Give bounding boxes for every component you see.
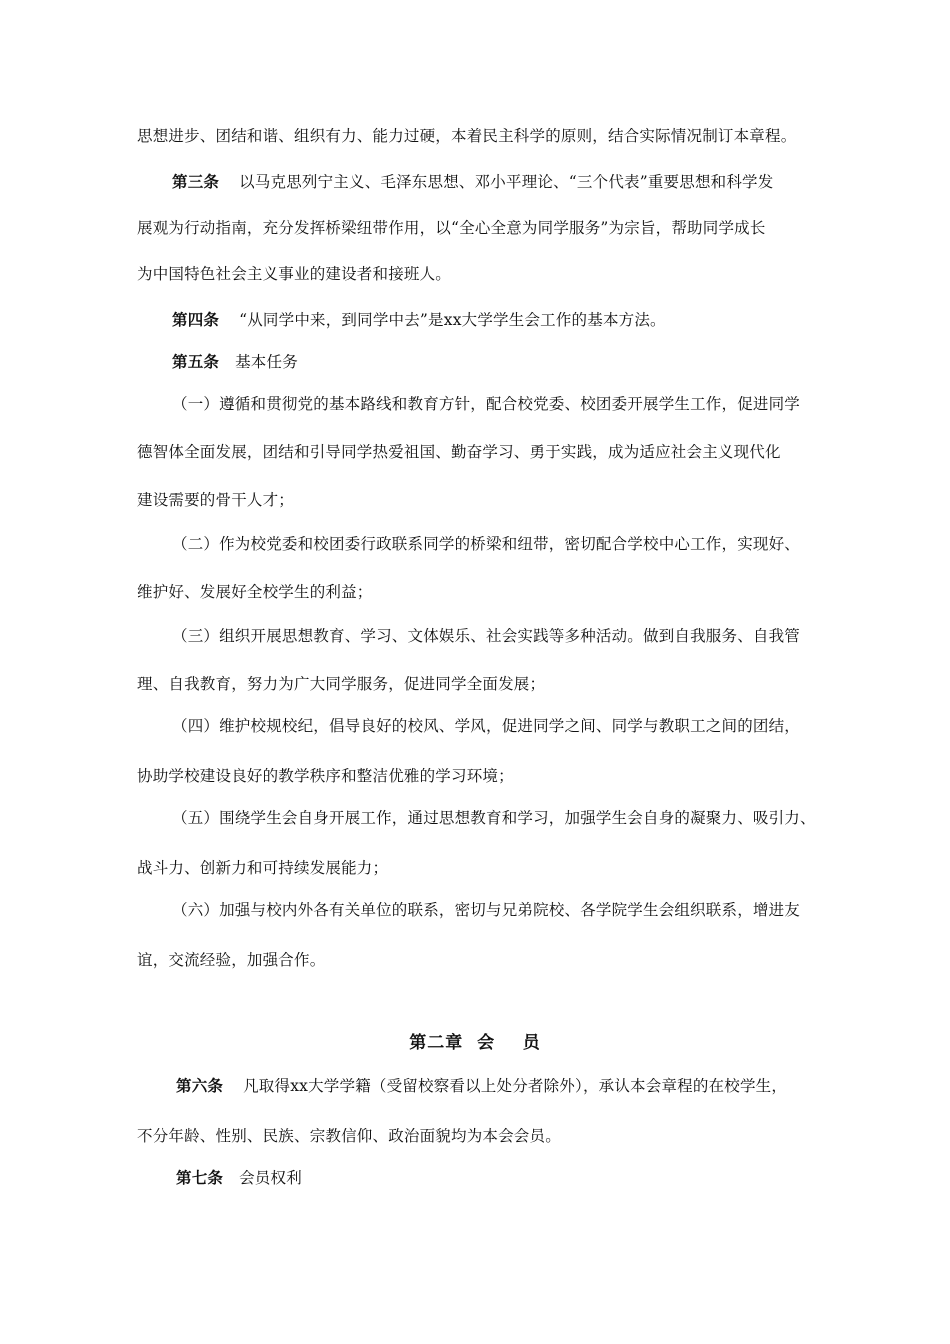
paragraph-line [137,1126,561,1146]
text: （五）围绕学生会自身开展工作，通过思想教育和学习，加强学生会自身的凝聚力、吸引力、 [172,809,816,827]
text: 建设需要的骨干人才； [137,491,295,509]
paragraph-line [137,950,325,970]
text: 思想进步、团结和谐、组织有力、能力过硬，本着民主科学的原则，结合实际情况制订本章程。 [137,127,797,145]
article-label: 第七条 [176,1168,224,1187]
text: 理、自我教育，努力为广大同学服务，促进同学全面发展； [137,675,546,693]
text: 展观为行动指南，充分发挥桥梁纽带作用，以“全心全意为同学服务”为宗旨，帮助同学成长 [137,219,766,237]
paragraph-line [137,766,514,786]
article-text: 凡取得xx大学学籍（受留校察看以上处分者除外），承认本会章程的在校学生， [243,1077,788,1095]
list-item [172,716,800,736]
text: 维护好、发展好全校学生的利益； [137,583,373,601]
paragraph-line [137,490,294,510]
list-item [172,534,800,554]
text: 不分年龄、性别、民族、宗教信仰、政治面貌均为本会会员。 [137,1127,561,1145]
text: 协助学校建设良好的教学秩序和整洁优雅的学习环境； [137,767,514,785]
list-item [172,626,800,646]
text: 谊，交流经验，加强合作。 [137,951,326,969]
text: （三）组织开展思想教育、学习、文体娱乐、社会实践等多种活动。做到自我服务、自我管 [172,627,801,645]
paragraph-line [137,264,451,284]
text: （二）作为校党委和校团委行政联系同学的桥梁和纽带，密切配合学校中心工作，实现好、 [172,535,801,553]
paragraph-line [137,582,373,602]
article-text: 基本任务 [235,353,298,371]
paragraph-line [137,674,545,694]
article-label: 第四条 [172,310,220,329]
article-label: 第六条 [176,1076,224,1095]
article-label: 第三条 [172,172,220,191]
article-text: “从同学中来，到同学中去”是xx大学学生会工作的基本方法。 [239,311,666,329]
article-text: 会员权利 [239,1169,302,1187]
article-text: 以马克思列宁主义、毛泽东思想、邓小平理论、“三个代表”重要思想和科学发 [239,173,774,191]
chapter-heading: 第二章 会 员 [409,1033,541,1053]
text: 德智体全面发展，团结和引导同学热爱祖国、勤奋学习、勇于实践，成为适应社会主义现代化 [137,443,781,461]
paragraph-line [137,858,388,878]
article-3 [172,172,773,192]
article-5 [172,352,298,372]
text: （四）维护校规校纪，倡导良好的校风、学风，促进同学之间、同学与教职工之间的团结， [172,717,801,735]
paragraph-line [137,218,766,238]
text: （一）遵循和贯彻党的基本路线和教育方针，配合校党委、校团委开展学生工作，促进同学 [172,395,801,413]
list-item [172,808,816,828]
paragraph-line [137,126,796,146]
article-label: 第五条 [172,352,220,371]
list-item [172,394,800,414]
list-item [172,900,800,920]
article-6 [176,1076,787,1096]
text: （六）加强与校内外各有关单位的联系，密切与兄弟院校、各学院学生会组织联系，增进友 [172,901,801,919]
article-4 [172,310,666,330]
paragraph-line [137,442,781,462]
article-7 [176,1168,302,1188]
text: 战斗力、创新力和可持续发展能力； [137,859,389,877]
text: 为中国特色社会主义事业的建设者和接班人。 [137,265,452,283]
